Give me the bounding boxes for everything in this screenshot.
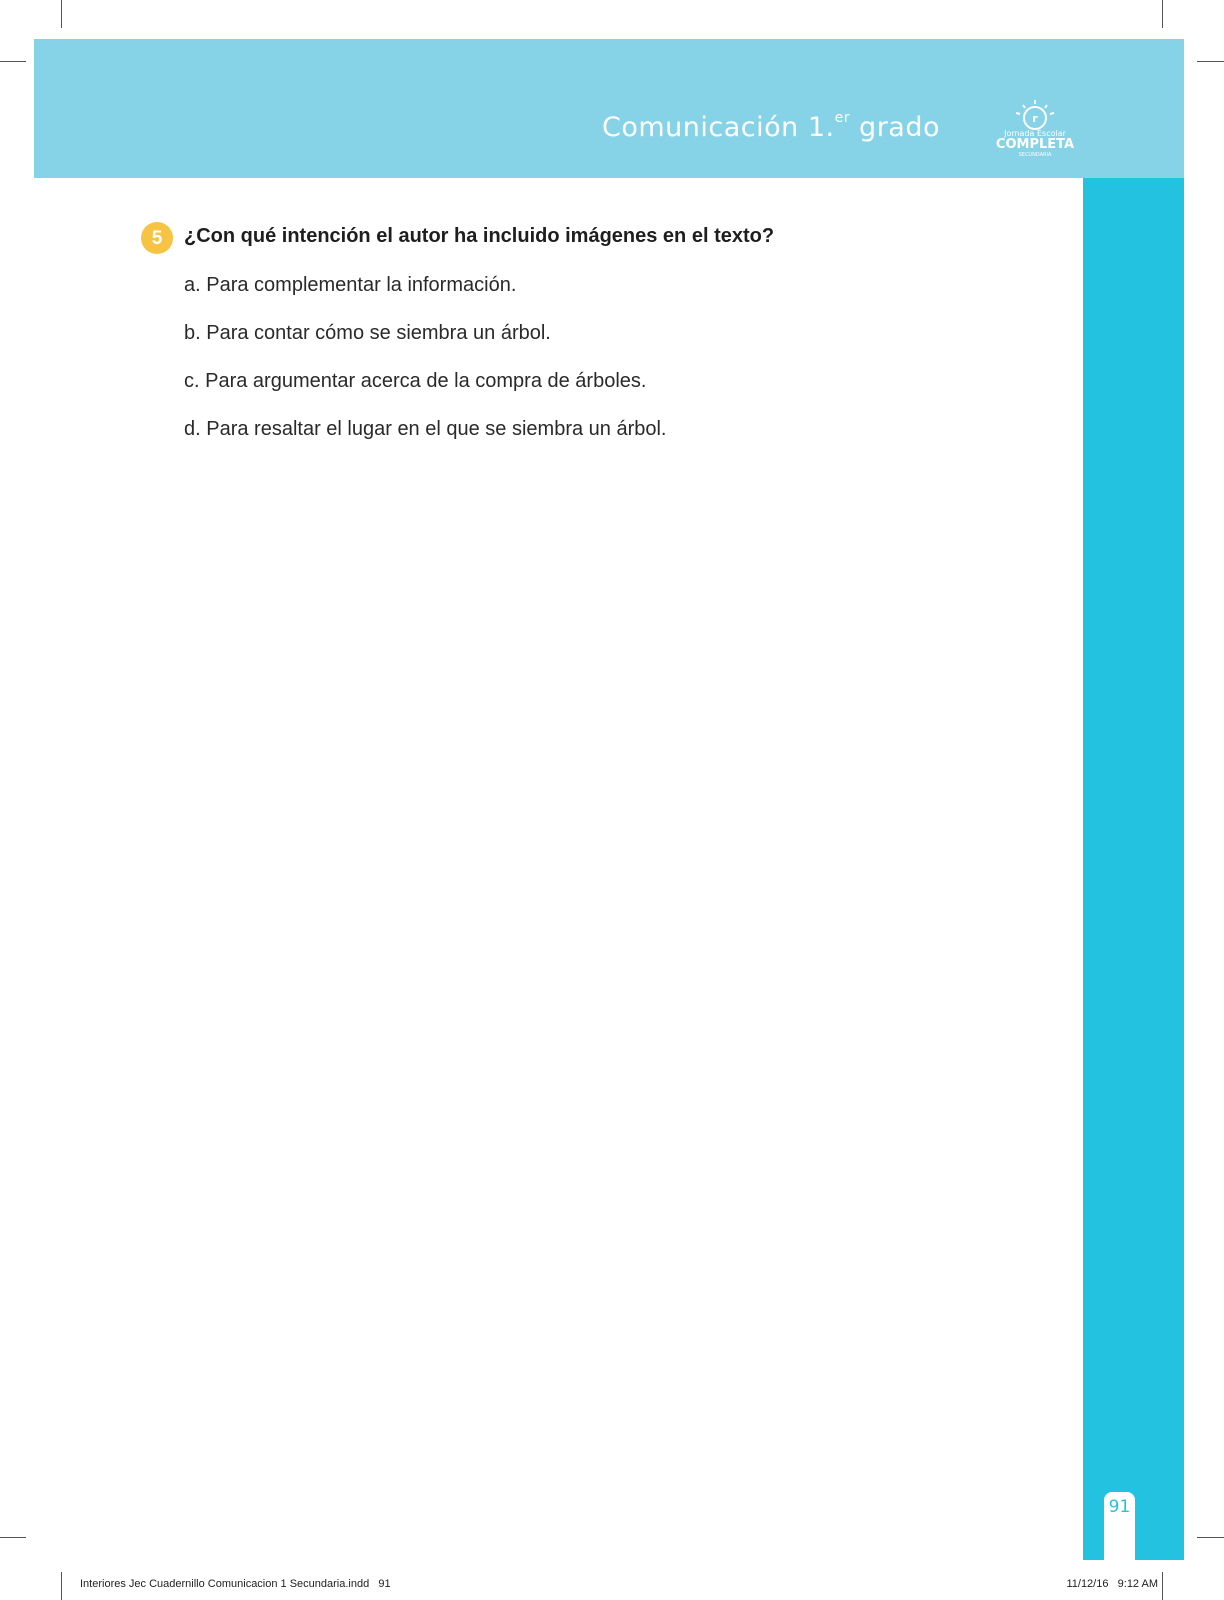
crop-mark xyxy=(1162,1572,1163,1600)
footer-file-name: Interiores Jec Cuadernillo Comunicacion 1 Secundaria.indd 91 xyxy=(80,1578,391,1590)
crop-mark xyxy=(0,1537,26,1538)
svg-text:COMPLETA: COMPLETA xyxy=(995,137,1075,152)
footer-timestamp: 11/12/16 9:12 AM xyxy=(1066,1578,1158,1590)
answer-options xyxy=(184,273,667,465)
svg-text:SECUNDARIA: SECUNDARIA xyxy=(1018,152,1052,158)
page-header-title: Comunicación 1.$^{er}$ grado xyxy=(601,110,940,143)
crop-mark xyxy=(0,61,26,62)
crop-mark xyxy=(61,1572,62,1600)
crop-mark xyxy=(1197,61,1224,62)
svg-text:r: r xyxy=(1032,112,1038,125)
svg-text:Jornada Escolar: Jornada Escolar xyxy=(1004,129,1066,138)
question-number-badge: 5 xyxy=(141,222,173,254)
option-c: c. Para argumentar acerca de la compra de árboles. xyxy=(184,370,647,392)
option-b: b. Para contar cómo se siembra un árbol. xyxy=(184,322,551,344)
crop-mark xyxy=(61,0,62,28)
crop-mark xyxy=(1162,0,1163,28)
crop-mark xyxy=(1197,1537,1224,1538)
question-text: ¿Con qué intención el autor ha incluido imágenes en el texto? xyxy=(184,225,775,247)
side-color-bar xyxy=(1083,178,1184,1560)
jornada-escolar-completa-logo xyxy=(994,98,1076,158)
option-a: a. Para complementar la información. xyxy=(184,274,517,296)
option-d: d. Para resaltar el lugar en el que se siembra un árbol. xyxy=(184,418,667,440)
page-number: 91 xyxy=(1108,1497,1131,1517)
